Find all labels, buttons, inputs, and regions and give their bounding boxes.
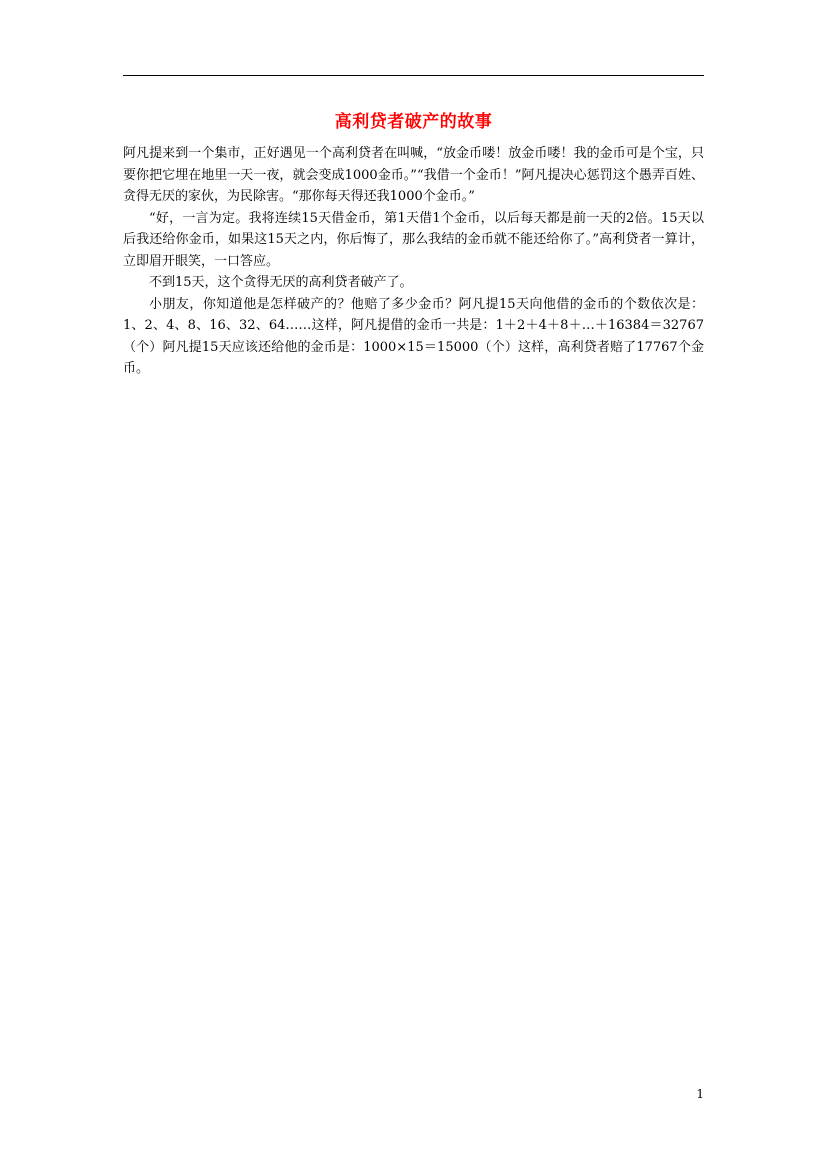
- document-title: 高利贷者破产的故事: [334, 112, 493, 132]
- paragraph-1: 阿凡提来到一个集市，正好遇见一个高利贷者在叫喊，“放金币喽！放金币喽！我的金币可是个宝，只要你把它埋在地里一天一夜，就会变成1000金币。”“我借一个金币！”阿凡提决心惩罚这个愚弄百姓、贪得无厌的家伙，为民除害。“那你每天得还我1000个金币。”: [123, 146, 704, 204]
- document-body: [123, 143, 704, 380]
- paragraph-4: 小朋友，你知道他是怎样破产的？他赔了多少金币？阿凡提15天向他借的金币的个数依次是：1、2、4、8、16、32、64……这样，阿凡提借的金币一共是：1＋2＋4＋8＋…＋16384＝32767（个）阿凡提15天应该还给他的金币是：1000×15＝15000（个）这样，高利贷者赔了17767个金币。: [123, 296, 704, 376]
- paragraph-2: “好，一言为定。我将连续15天借金币，第1天借1个金币，以后每天都是前一天的2倍。15天以后我还给你金币，如果这15天之内，你后悔了，那么我结的金币就不能还给你了。”高利贷者一算计，立即眉开眼笑，一口答应。: [123, 210, 704, 269]
- paragraph-3: 不到15天，这个贪得无厌的高利贷者破产了。: [149, 275, 413, 290]
- header-rule: [123, 75, 704, 76]
- page-number: 1: [696, 1087, 704, 1101]
